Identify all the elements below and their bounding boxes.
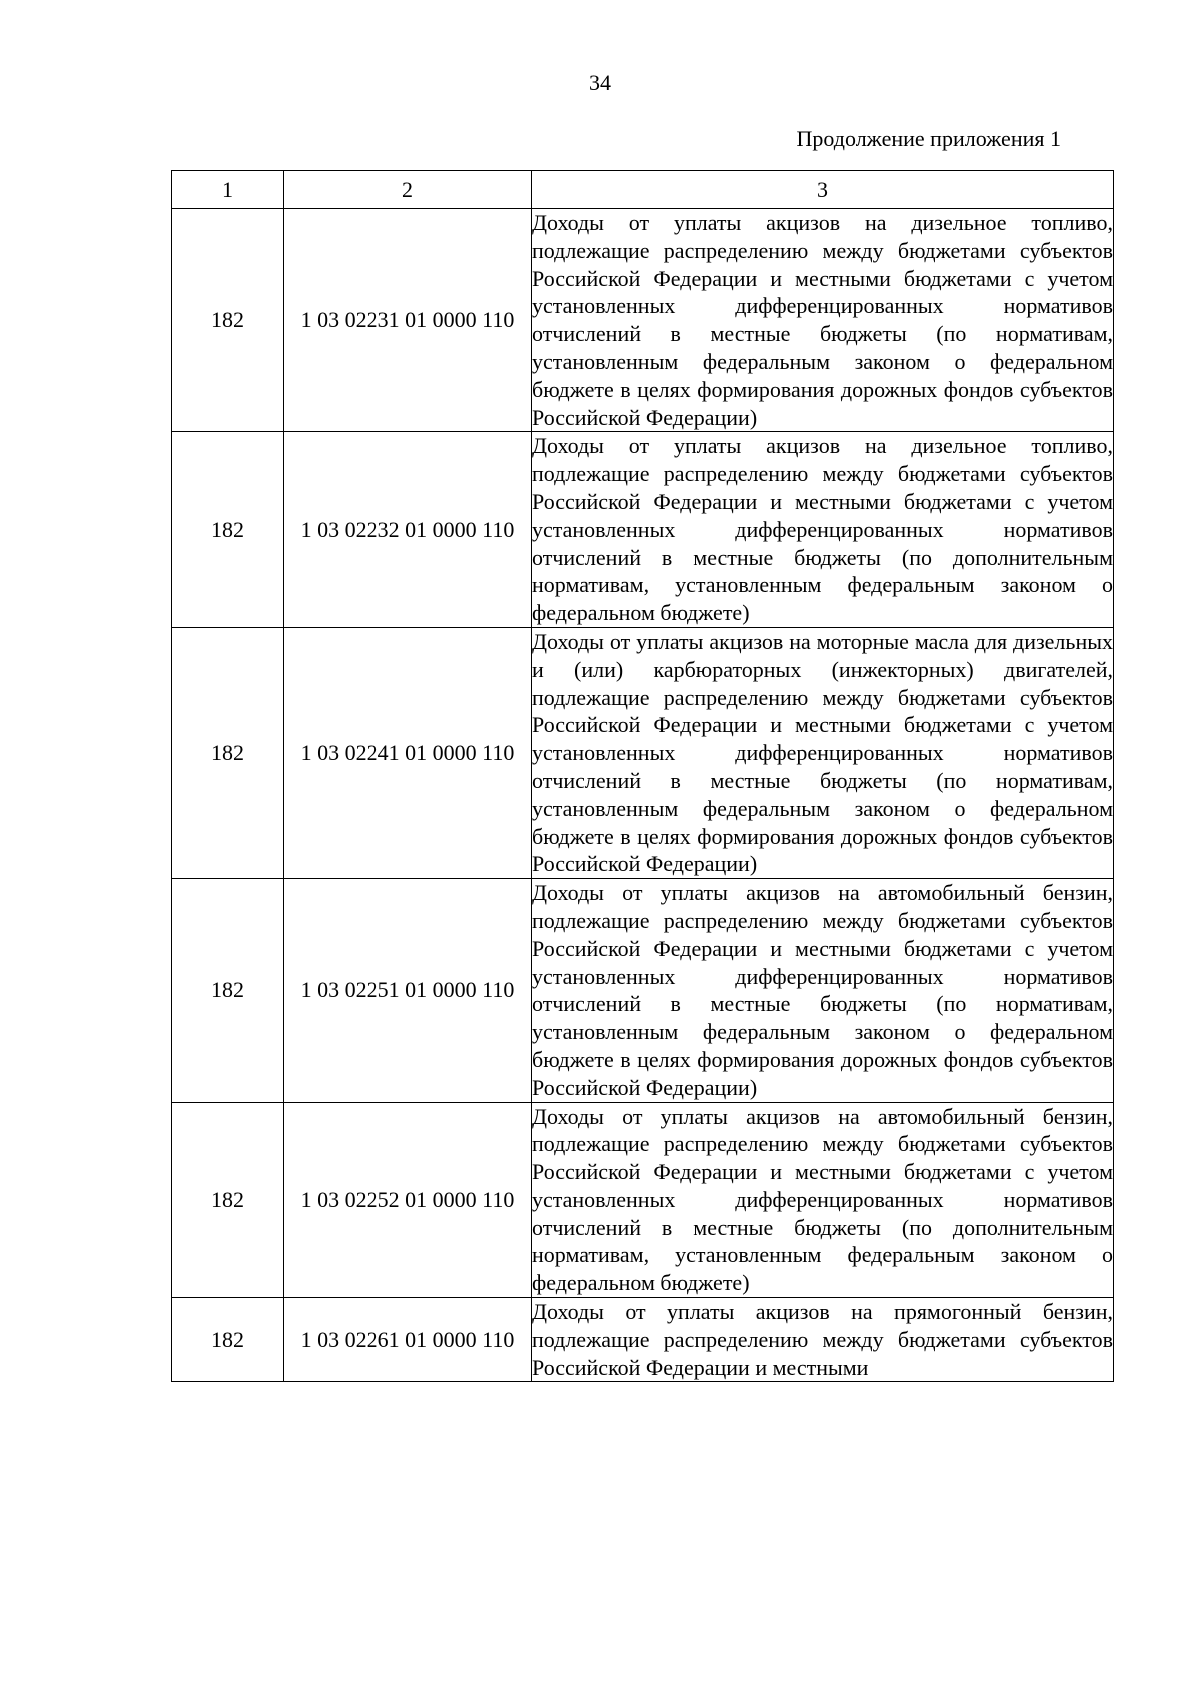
admin-code-cell: 182	[172, 627, 284, 878]
admin-code-cell: 182	[172, 209, 284, 432]
column-header-3: 3	[532, 171, 1114, 209]
description-cell: Доходы от уплаты акцизов на автомобильный бензин, подлежащие распределению между бюджетами субъектов Российской Федерации и местными бюджетами с учетом установленных дифференцированных нормативов отчислений в местные бюджеты (по нормативам, установленным федеральным законом о федеральном бюджете в целях формирования дорожных фондов субъектов Российской Федерации)	[532, 879, 1114, 1102]
admin-code-cell: 182	[172, 432, 284, 628]
table-header-row	[172, 171, 1114, 209]
admin-code-cell: 182	[172, 1102, 284, 1298]
description-cell: Доходы от уплаты акцизов на автомобильный бензин, подлежащие распределению между бюджетами субъектов Российской Федерации и местными бюджетами с учетом установленных дифференцированных нормативов отчислений в местные бюджеты (по дополнительным нормативам, установленным федеральным законом о федеральном бюджете)	[532, 1102, 1114, 1298]
budget-code-cell: 1 03 02251 01 0000 110	[284, 879, 532, 1102]
budget-code-cell: 1 03 02241 01 0000 110	[284, 627, 532, 878]
budget-code-cell: 1 03 02261 01 0000 110	[284, 1298, 532, 1382]
table-row	[172, 879, 1114, 1102]
table-row	[172, 209, 1114, 432]
description-cell: Доходы от уплаты акцизов на дизельное топливо, подлежащие распределению между бюджетами субъектов Российской Федерации и местными бюджетами с учетом установленных дифференцированных нормативов отчислений в местные бюджеты (по нормативам, установленным федеральным законом о федеральном бюджете в целях формирования дорожных фондов субъектов Российской Федерации)	[532, 209, 1114, 432]
column-header-2: 2	[284, 171, 532, 209]
admin-code-cell: 182	[172, 1298, 284, 1382]
table-row	[172, 1298, 1114, 1382]
budget-code-cell: 1 03 02252 01 0000 110	[284, 1102, 532, 1298]
table-row	[172, 1102, 1114, 1298]
description-cell: Доходы от уплаты акцизов на прямогонный бензин, подлежащие распределению между бюджетами субъектов Российской Федерации и местными	[532, 1298, 1114, 1382]
page-number: 34	[589, 70, 611, 95]
admin-code-cell: 182	[172, 879, 284, 1102]
table-row	[172, 432, 1114, 628]
continuation-caption: Продолжение приложения 1	[796, 126, 1061, 151]
budget-code-cell: 1 03 02232 01 0000 110	[284, 432, 532, 628]
description-cell: Доходы от уплаты акцизов на дизельное топливо, подлежащие распределению между бюджетами субъектов Российской Федерации и местными бюджетами с учетом установленных дифференцированных нормативов отчислений в местные бюджеты (по дополнительным нормативам, установленным федеральным законом о федеральном бюджете)	[532, 432, 1114, 628]
revenue-codes-table	[171, 170, 1114, 1382]
description-cell: Доходы от уплаты акцизов на моторные масла для дизельных и (или) карбюраторных (инжекторных) двигателей, подлежащие распределению между бюджетами субъектов Российской Федерации и местными бюджетами с учетом установленных дифференцированных нормативов отчислений в местные бюджеты (по нормативам, установленным федеральным законом о федеральном бюджете в целях формирования дорожных фондов субъектов Российской Федерации)	[532, 627, 1114, 878]
budget-code-cell: 1 03 02231 01 0000 110	[284, 209, 532, 432]
column-header-1: 1	[172, 171, 284, 209]
table-row	[172, 627, 1114, 878]
